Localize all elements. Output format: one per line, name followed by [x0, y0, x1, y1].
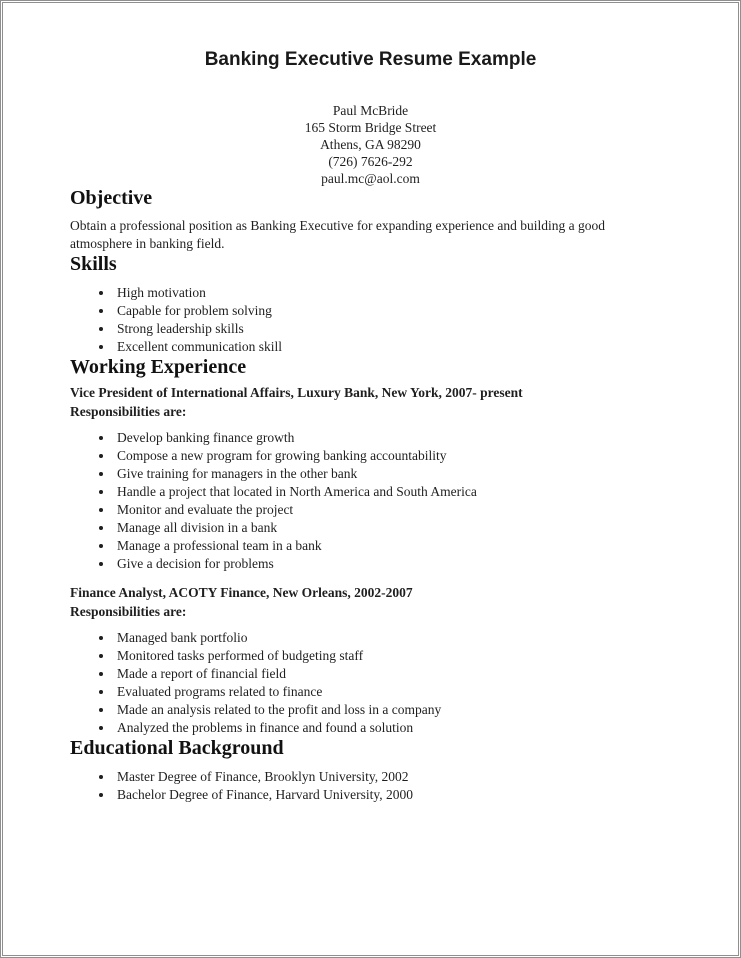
skill-item: • Capable for problem solving [114, 302, 672, 320]
section-heading-skills: Skills [70, 253, 117, 275]
skills-list [70, 284, 672, 356]
contact-email: paul.mc@aol.com [321, 171, 420, 186]
section-heading-objective: Objective [70, 187, 153, 209]
skill-item: • Strong leadership skills [114, 320, 672, 338]
contact-block [3, 102, 738, 187]
responsibility-item: • Monitor and evaluate the project [114, 501, 672, 519]
job-title-line: Vice President of International Affairs, Luxury Bank, New York, 2007- present [70, 385, 523, 400]
contact-address-city: Athens, GA 98290 [320, 137, 421, 152]
responsibility-item: • Manage a professional team in a bank [114, 537, 672, 555]
responsibility-item: • Compose a new program for growing banking accountability [114, 447, 672, 465]
objective-text: Obtain a professional position as Banking Executive for expanding experience and building a good atmosphere in banking field. [70, 218, 605, 251]
contact-phone: (726) 7626-292 [328, 154, 413, 169]
responsibility-item: • Made an analysis related to the profit and loss in a company [114, 701, 672, 719]
job-responsibilities-label: Responsibilities are: [70, 403, 187, 419]
contact-address-street: 165 Storm Bridge Street [304, 120, 437, 135]
responsibility-item: • Evaluated programs related to finance [114, 683, 672, 701]
responsibility-item: • Made a report of financial field [114, 665, 672, 683]
responsibilities-list [70, 429, 672, 573]
skill-item: • Excellent communication skill [114, 338, 672, 356]
page-title: Banking Executive Resume Example [204, 49, 537, 70]
responsibilities-list [70, 629, 672, 737]
skill-item: • High motivation [114, 284, 672, 302]
responsibility-item: • Monitored tasks performed of budgeting staff [114, 647, 672, 665]
responsibility-item: • Managed bank portfolio [114, 629, 672, 647]
resume-body [3, 187, 738, 804]
responsibility-item: • Handle a project that located in North America and South America [114, 483, 672, 501]
section-heading-working-experience: Working Experience [70, 356, 247, 378]
job-entry [70, 384, 672, 573]
responsibility-item: • Give a decision for problems [114, 555, 672, 573]
job-entry [70, 584, 672, 737]
section-heading-educational-background: Educational Background [70, 737, 284, 759]
responsibility-item: • Give training for managers in the other bank [114, 465, 672, 483]
job-title-line: Finance Analyst, ACOTY Finance, New Orleans, 2002-2007 [70, 585, 413, 600]
responsibility-item: • Analyzed the problems in finance and found a solution [114, 719, 672, 737]
education-item: • Bachelor Degree of Finance, Harvard University, 2000 [114, 786, 672, 804]
responsibility-item: • Develop banking finance growth [114, 429, 672, 447]
contact-name: Paul McBride [332, 103, 409, 118]
responsibility-item: • Manage all division in a bank [114, 519, 672, 537]
education-item: • Master Degree of Finance, Brooklyn University, 2002 [114, 768, 672, 786]
education-list [70, 768, 672, 804]
job-responsibilities-label: Responsibilities are: [70, 603, 187, 619]
